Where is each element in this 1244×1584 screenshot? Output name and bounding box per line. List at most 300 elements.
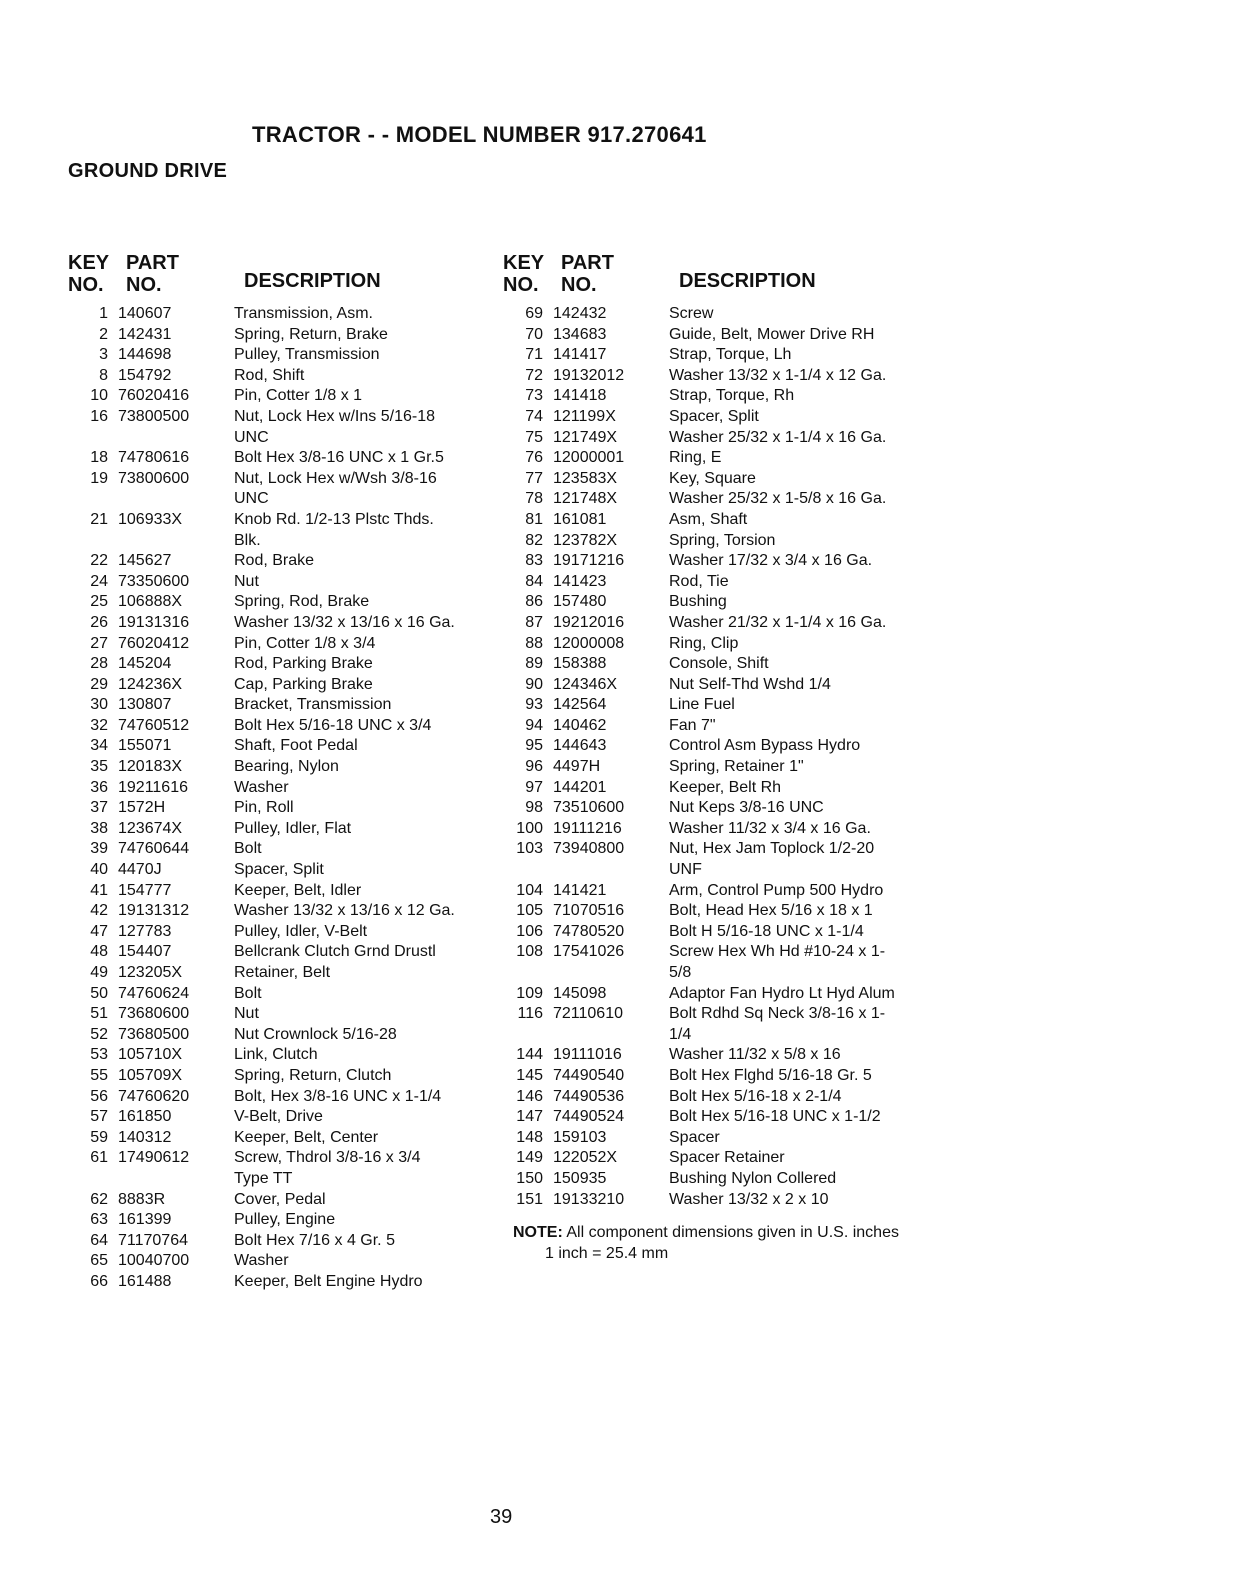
key-number: 151 — [516, 1190, 543, 1208]
part-description: Bearing, Nylon — [234, 758, 339, 776]
table-row — [503, 798, 933, 819]
part-number: 144201 — [553, 778, 607, 796]
key-number: 30 — [90, 696, 108, 714]
table-row — [503, 654, 933, 675]
parts-table-right — [503, 248, 933, 1210]
part-description: Pulley, Transmission — [234, 346, 380, 364]
key-number: 10 — [90, 387, 108, 405]
table-row — [68, 675, 498, 696]
part-description: Spring, Retainer 1" — [669, 758, 804, 776]
table-row — [68, 881, 498, 902]
part-description: Fan 7" — [669, 716, 716, 734]
key-number: 28 — [90, 655, 108, 673]
key-number: 42 — [90, 902, 108, 920]
part-number: 121748X — [553, 490, 618, 508]
part-header-no: NO. — [126, 274, 162, 296]
part-number: 73680500 — [118, 1025, 190, 1043]
part-number: 19111016 — [553, 1046, 622, 1064]
key-number: 52 — [90, 1025, 108, 1043]
table-row — [68, 1148, 498, 1189]
key-number: 83 — [525, 552, 543, 570]
key-number: 147 — [516, 1108, 543, 1126]
part-header-no: NO. — [561, 274, 597, 296]
part-description: Adaptor Fan Hydro Lt Hyd Alum — [669, 984, 895, 1002]
table-row — [503, 1128, 933, 1149]
part-number: 120183X — [118, 758, 183, 776]
table-row — [68, 469, 498, 510]
key-number: 37 — [90, 799, 108, 817]
key-number: 24 — [90, 572, 108, 590]
key-number: 146 — [516, 1087, 543, 1105]
table-row — [68, 963, 498, 984]
part-number: 76020412 — [118, 634, 190, 652]
part-description: Spring, Torsion — [669, 531, 776, 549]
parts-list-left — [68, 304, 498, 1293]
key-number: 148 — [516, 1128, 543, 1146]
table-row — [503, 984, 933, 1005]
part-number: 73800600 — [118, 469, 190, 487]
table-row — [68, 1045, 498, 1066]
table-row — [68, 366, 498, 387]
page-number: 39 — [490, 1506, 513, 1528]
part-number: 154792 — [118, 366, 172, 384]
part-description: Rod, Brake — [234, 552, 315, 570]
part-number: 121749X — [553, 428, 618, 446]
part-description: Bolt H 5/16-18 UNC x 1-1/4 — [669, 922, 864, 940]
key-number: 66 — [90, 1272, 108, 1290]
part-description: Bolt Hex 5/16-18 UNC x 3/4 — [234, 716, 432, 734]
key-number: 145 — [516, 1066, 543, 1084]
part-number: 142431 — [118, 325, 172, 343]
table-row — [68, 695, 498, 716]
part-number: 19132012 — [553, 366, 625, 384]
table-row — [503, 1169, 933, 1190]
table-row — [68, 798, 498, 819]
part-number: 17490612 — [118, 1149, 190, 1167]
part-number: 19171216 — [553, 552, 625, 570]
key-number: 70 — [525, 325, 543, 343]
table-row — [68, 572, 498, 593]
table-row — [503, 345, 933, 366]
key-number: 59 — [90, 1128, 108, 1146]
part-number: 140312 — [118, 1128, 172, 1146]
description-header: DESCRIPTION — [244, 270, 381, 292]
key-number: 95 — [525, 737, 543, 755]
part-description: Washer 21/32 x 1-1/4 x 16 Ga. — [669, 613, 887, 631]
section-title: GROUND DRIVE — [68, 160, 228, 182]
key-number: 78 — [525, 490, 543, 508]
part-description: Spring, Rod, Brake — [234, 593, 370, 611]
part-description: Bolt Hex 3/8-16 UNC x 1 Gr.5 — [234, 449, 444, 467]
table-row — [68, 1087, 498, 1108]
part-number: 105710X — [118, 1046, 183, 1064]
dimensions-note — [513, 1222, 899, 1264]
table-row — [503, 695, 933, 716]
key-number: 36 — [90, 778, 108, 796]
table-row — [503, 716, 933, 737]
part-number: 106888X — [118, 593, 183, 611]
key-number: 3 — [99, 346, 108, 364]
table-row — [503, 1004, 933, 1045]
table-row — [503, 1190, 933, 1211]
part-description: Rod, Shift — [234, 366, 305, 384]
note-text: All component dimensions given in U.S. inches — [562, 1224, 899, 1241]
part-description: Spring, Return, Clutch — [234, 1066, 392, 1084]
part-description: Spacer Retainer — [669, 1149, 785, 1167]
part-number: 123205X — [118, 964, 183, 981]
part-description: Washer — [234, 1252, 289, 1270]
table-row — [68, 510, 498, 551]
key-number: 50 — [90, 984, 108, 1002]
part-description: Pin, Cotter 1/8 x 3/4 — [234, 634, 376, 652]
part-number: 73350600 — [118, 572, 190, 590]
part-description: Rod, Parking Brake — [234, 655, 373, 673]
key-number: 39 — [90, 840, 108, 858]
key-header-no: NO. — [68, 274, 104, 296]
table-row — [68, 901, 498, 922]
part-description: Nut, Hex Jam Toplock 1/2-20 UNF — [669, 840, 875, 879]
part-number: 74780520 — [553, 922, 625, 940]
table-row — [68, 551, 498, 572]
part-description: Spacer, Split — [669, 407, 759, 425]
table-row — [68, 345, 498, 366]
table-row — [503, 366, 933, 387]
key-number: 32 — [90, 716, 108, 734]
table-row — [68, 386, 498, 407]
table-row — [503, 531, 933, 552]
part-description: Nut, Lock Hex w/Ins 5/16-18 UNC — [234, 407, 435, 446]
part-description: Pin, Cotter 1/8 x 1 — [234, 387, 363, 405]
table-row — [503, 634, 933, 655]
table-row — [68, 860, 498, 881]
key-header: KEY — [68, 252, 110, 274]
part-description: Line Fuel — [669, 696, 735, 714]
part-description: Bolt — [234, 840, 262, 858]
key-number: 16 — [90, 407, 108, 425]
table-row — [503, 448, 933, 469]
part-number: 155071 — [118, 737, 172, 755]
part-description: Pulley, Idler, Flat — [234, 819, 352, 837]
part-description: Washer 11/32 x 5/8 x 16 — [669, 1046, 841, 1064]
part-number: 10040700 — [118, 1252, 190, 1270]
key-number: 25 — [90, 593, 108, 611]
part-number: 74490536 — [553, 1087, 625, 1105]
key-number: 55 — [90, 1066, 108, 1084]
part-description: Bellcrank Clutch Grnd Drustl — [234, 943, 436, 961]
key-number: 96 — [525, 758, 543, 776]
key-number: 100 — [516, 819, 543, 837]
part-description: Arm, Control Pump 500 Hydro — [669, 881, 884, 899]
key-number: 27 — [90, 634, 108, 652]
part-number: 140462 — [553, 716, 607, 734]
key-number: 26 — [90, 613, 108, 631]
key-number: 94 — [525, 716, 543, 734]
table-row — [68, 1231, 498, 1252]
part-number: 161399 — [118, 1211, 172, 1229]
part-number: 73510600 — [553, 799, 625, 817]
part-number: 71170764 — [118, 1231, 188, 1249]
part-description: Screw — [669, 305, 714, 322]
part-number: 127783 — [118, 922, 172, 940]
part-description: Ring, E — [669, 449, 722, 467]
part-description: Nut Crownlock 5/16-28 — [234, 1025, 397, 1043]
part-description: Pulley, Engine — [234, 1211, 336, 1229]
part-description: Console, Shift — [669, 655, 769, 673]
part-number: 123782X — [553, 531, 618, 549]
table-row — [68, 819, 498, 840]
part-description: Pin, Roll — [234, 799, 294, 817]
key-number: 71 — [525, 346, 543, 364]
part-number: 144698 — [118, 346, 172, 364]
part-number: 4497H — [553, 758, 601, 776]
part-number: 122052X — [553, 1149, 618, 1167]
part-number: 19131312 — [118, 902, 190, 920]
table-row — [68, 1004, 498, 1025]
key-number: 21 — [90, 510, 108, 528]
part-number: 8883R — [118, 1190, 166, 1208]
part-description: Nut Keps 3/8-16 UNC — [669, 799, 824, 817]
part-description: Nut — [234, 572, 259, 590]
part-number: 19133210 — [553, 1190, 625, 1208]
table-row — [503, 1066, 933, 1087]
part-number: 154407 — [118, 943, 172, 961]
part-number: 144643 — [553, 737, 607, 755]
part-description: Guide, Belt, Mower Drive RH — [669, 325, 875, 343]
key-number: 105 — [516, 902, 543, 920]
part-number: 74490540 — [553, 1066, 625, 1084]
key-number: 84 — [525, 572, 543, 590]
part-number: 106933X — [118, 510, 183, 528]
table-row — [68, 984, 498, 1005]
key-number: 116 — [517, 1005, 543, 1023]
description-header: DESCRIPTION — [679, 270, 816, 292]
part-description: Nut — [234, 1005, 259, 1023]
part-description: Shaft, Foot Pedal — [234, 737, 358, 755]
table-row — [68, 839, 498, 860]
table-row — [68, 922, 498, 943]
key-number: 72 — [525, 366, 543, 384]
key-number: 73 — [525, 387, 543, 405]
table-row — [503, 1045, 933, 1066]
part-description: Spacer, Split — [234, 861, 324, 879]
key-number: 19 — [90, 469, 108, 487]
part-number: 74760624 — [118, 984, 190, 1002]
part-number: 73940800 — [553, 840, 625, 858]
part-description: Bolt Hex 7/16 x 4 Gr. 5 — [234, 1231, 395, 1249]
part-description: Bolt Hex 5/16-18 UNC x 1-1/2 — [669, 1108, 881, 1126]
table-row — [503, 901, 933, 922]
key-number: 98 — [525, 799, 543, 817]
part-number: 141421 — [553, 881, 607, 899]
table-row — [68, 1251, 498, 1272]
note-conversion: 1 inch = 25.4 mm — [545, 1245, 669, 1262]
part-description: Bolt, Hex 3/8-16 UNC x 1-1/4 — [234, 1087, 442, 1105]
part-number: 161488 — [118, 1272, 172, 1290]
table-row — [503, 613, 933, 634]
part-number: 123674X — [118, 819, 183, 837]
table-row — [503, 469, 933, 490]
table-row — [503, 942, 933, 983]
part-number: 157480 — [553, 593, 607, 611]
part-number: 74760644 — [118, 840, 190, 858]
part-number: 121199X — [553, 407, 616, 425]
key-number: 74 — [525, 407, 543, 425]
table-row — [503, 1107, 933, 1128]
table-row — [68, 1210, 498, 1231]
table-row — [68, 1272, 498, 1293]
key-number: 93 — [525, 696, 543, 714]
part-description: Bolt Hex Flghd 5/16-18 Gr. 5 — [669, 1066, 872, 1084]
part-number: 142432 — [553, 305, 607, 322]
table-row — [68, 942, 498, 963]
part-number: 142564 — [553, 696, 607, 714]
part-number: 141423 — [553, 572, 607, 590]
key-number: 69 — [525, 305, 543, 322]
table-row — [68, 304, 498, 325]
part-description: Keeper, Belt Engine Hydro — [234, 1272, 423, 1290]
key-number: 47 — [90, 922, 108, 940]
part-number: 72110610 — [553, 1005, 623, 1023]
part-number: 19131316 — [118, 613, 190, 631]
part-header: PART — [561, 252, 614, 274]
table-row — [68, 613, 498, 634]
key-number: 63 — [90, 1211, 108, 1229]
key-number: 108 — [516, 943, 543, 961]
part-number: 74780616 — [118, 449, 190, 467]
page-title: TRACTOR - - MODEL NUMBER 917.270641 — [252, 122, 707, 147]
part-description: Keeper, Belt, Center — [234, 1128, 379, 1146]
key-number: 109 — [516, 984, 543, 1002]
key-number: 76 — [525, 449, 543, 467]
part-description: Bushing Nylon Collered — [669, 1169, 837, 1187]
part-description: Bolt, Head Hex 5/16 x 18 x 1 — [669, 902, 873, 920]
table-row — [503, 757, 933, 778]
part-number: 145627 — [118, 552, 172, 570]
table-row — [503, 510, 933, 531]
key-number: 34 — [90, 737, 108, 755]
part-description: Washer 13/32 x 1-1/4 x 12 Ga. — [669, 366, 887, 384]
table-row — [68, 778, 498, 799]
table-row — [503, 489, 933, 510]
part-number: 140607 — [118, 305, 172, 322]
part-description: Rod, Tie — [669, 572, 729, 590]
part-number: 154777 — [118, 881, 172, 899]
part-description: Washer 13/32 x 13/16 x 12 Ga. — [234, 902, 455, 920]
key-number: 51 — [90, 1005, 108, 1023]
part-number: 124236X — [118, 675, 183, 693]
table-row — [68, 634, 498, 655]
key-header: KEY — [503, 252, 545, 274]
part-description: Strap, Torque, Rh — [669, 387, 795, 405]
key-number: 75 — [525, 428, 543, 446]
part-description: Retainer, Belt — [234, 964, 331, 981]
part-description: Transmission, Asm. — [234, 305, 373, 322]
table-row — [503, 407, 933, 428]
table-row — [503, 675, 933, 696]
key-number: 104 — [516, 881, 543, 899]
key-number: 81 — [525, 510, 543, 528]
part-number: 145098 — [553, 984, 607, 1002]
table-row — [503, 736, 933, 757]
key-number: 88 — [525, 634, 543, 652]
part-number: 19212016 — [553, 613, 625, 631]
part-number: 161850 — [118, 1108, 172, 1126]
table-row — [68, 448, 498, 469]
key-number: 87 — [525, 613, 543, 631]
part-number: 123583X — [553, 469, 618, 487]
part-number: 130807 — [118, 696, 172, 714]
note-label: NOTE: — [513, 1224, 563, 1241]
part-description: Link, Clutch — [234, 1046, 318, 1064]
table-row — [68, 736, 498, 757]
table-row — [68, 325, 498, 346]
key-number: 18 — [90, 449, 108, 467]
part-number: 141418 — [553, 387, 607, 405]
part-number: 4470J — [118, 861, 162, 879]
key-number: 82 — [525, 531, 543, 549]
table-row — [503, 778, 933, 799]
key-number: 103 — [516, 840, 543, 858]
key-number: 62 — [90, 1190, 108, 1208]
part-description: Spring, Return, Brake — [234, 325, 388, 343]
part-description: Bolt Hex 5/16-18 x 2-1/4 — [669, 1087, 842, 1105]
part-description: Spacer — [669, 1128, 720, 1146]
key-number: 64 — [90, 1231, 108, 1249]
part-description: Washer 25/32 x 1-5/8 x 16 Ga. — [669, 490, 887, 508]
part-description: Cover, Pedal — [234, 1190, 326, 1208]
part-description: Keeper, Belt, Idler — [234, 881, 362, 899]
table-header — [68, 248, 498, 304]
part-number: 73680600 — [118, 1005, 190, 1023]
table-row — [503, 922, 933, 943]
part-number: 74760620 — [118, 1087, 190, 1105]
key-number: 53 — [90, 1046, 108, 1064]
part-description: Bushing — [669, 593, 727, 611]
part-description: Washer 11/32 x 3/4 x 16 Ga. — [669, 819, 871, 837]
part-number: 1572H — [118, 799, 166, 817]
key-number: 38 — [90, 819, 108, 837]
part-description: Bracket, Transmission — [234, 696, 392, 714]
table-row — [503, 1087, 933, 1108]
part-number: 134683 — [553, 325, 607, 343]
part-number: 17541026 — [553, 943, 625, 961]
part-description: Ring, Clip — [669, 634, 739, 652]
table-row — [503, 551, 933, 572]
table-row — [503, 428, 933, 449]
parts-table-left — [68, 248, 498, 1293]
table-row — [503, 304, 933, 325]
key-number: 89 — [525, 655, 543, 673]
table-row — [68, 407, 498, 448]
part-description: Washer 17/32 x 3/4 x 16 Ga. — [669, 552, 873, 570]
table-row — [68, 1190, 498, 1211]
part-description: Control Asm Bypass Hydro — [669, 737, 861, 755]
part-description: Keeper, Belt Rh — [669, 778, 782, 796]
part-number: 158388 — [553, 655, 607, 673]
part-description: Strap, Torque, Lh — [669, 346, 792, 364]
table-header — [503, 248, 933, 304]
part-number: 124346X — [553, 675, 618, 693]
part-description: Nut Self-Thd Wshd 1/4 — [669, 675, 831, 693]
part-number: 73800500 — [118, 407, 190, 425]
table-row — [503, 881, 933, 902]
part-number: 105709X — [118, 1066, 183, 1084]
part-header: PART — [126, 252, 179, 274]
key-number: 29 — [90, 675, 108, 693]
key-number: 40 — [90, 861, 108, 879]
key-number: 56 — [90, 1087, 108, 1105]
part-description: Knob Rd. 1/2-13 Plstc Thds. Blk. — [234, 510, 434, 549]
